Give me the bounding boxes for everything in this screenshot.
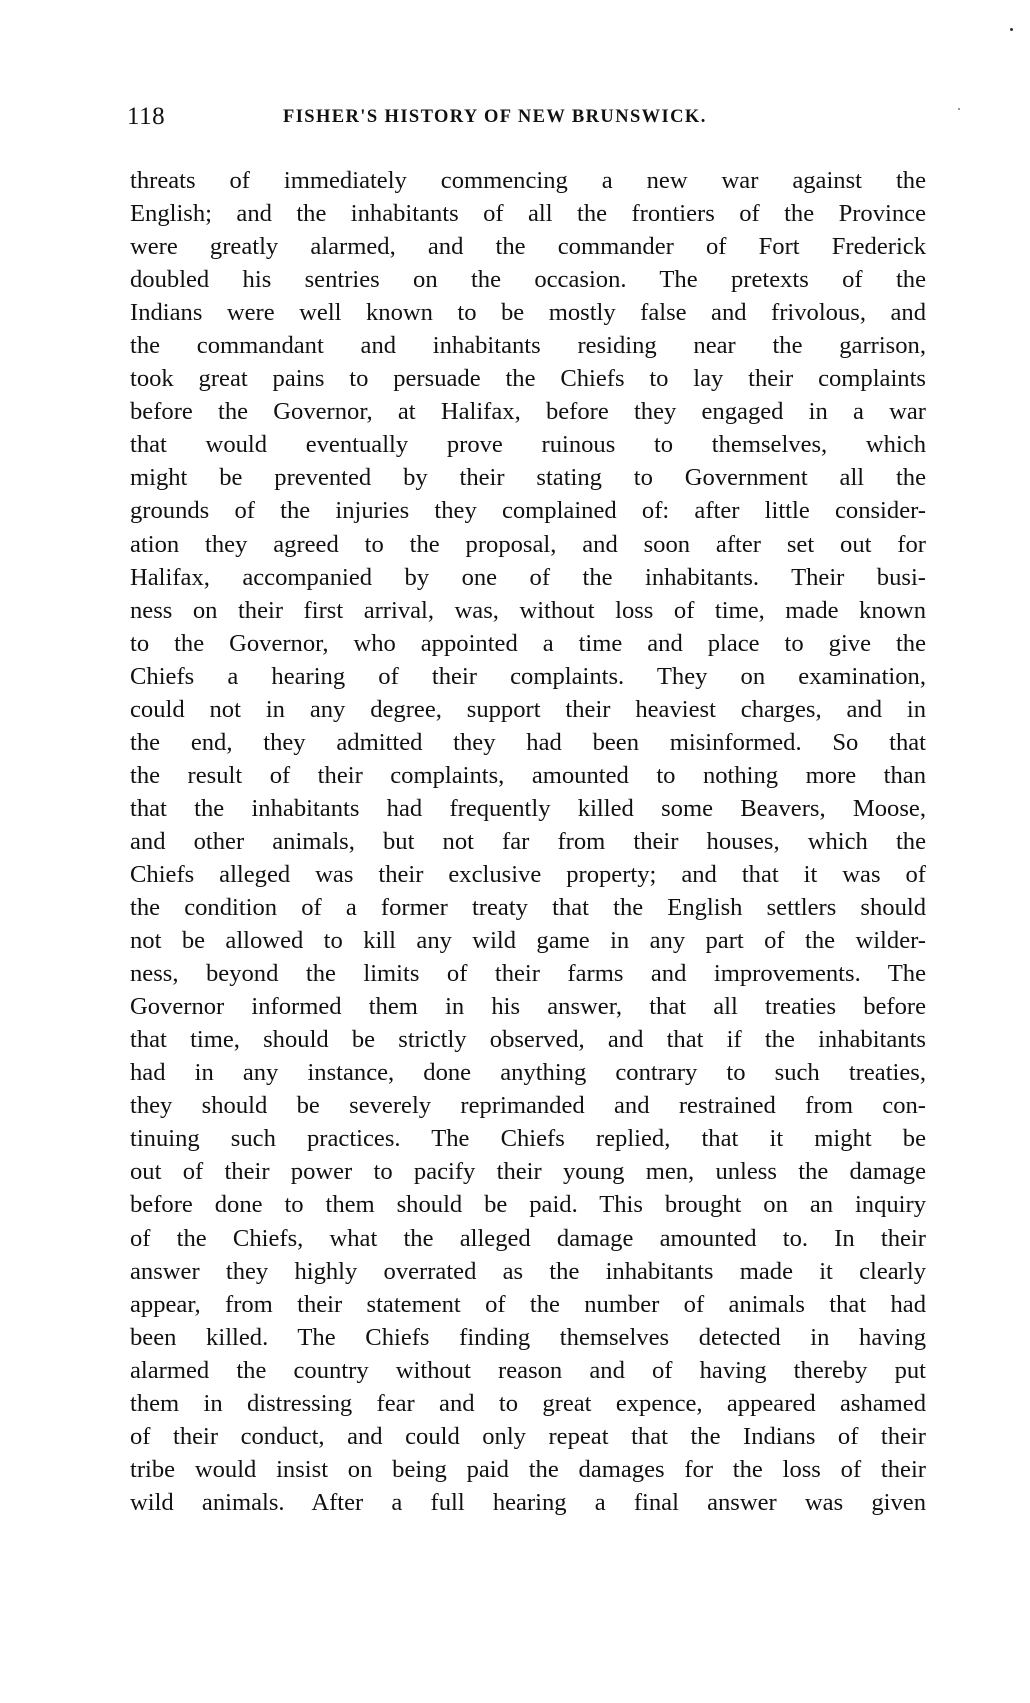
text-line: appear, from their statement of the number of animals that had	[130, 1290, 926, 1318]
text-line: of the Chiefs, what the alleged damage amounted to. In their	[130, 1224, 926, 1252]
text-line: Chiefs a hearing of their complaints. They on examination,	[130, 662, 926, 690]
text-line: the result of their complaints, amounted to nothing more than	[130, 761, 926, 789]
text-line: that time, should be strictly observed, and that if the inhabitants	[130, 1026, 926, 1054]
text-line: grounds of the injuries they complained of: after little consider-	[130, 497, 926, 525]
text-line: them in distressing fear and to great expence, appeared ashamed	[130, 1389, 926, 1417]
text-line: before done to them should be paid. This brought on an inquiry	[130, 1191, 926, 1219]
text-line: could not in any degree, support their heaviest charges, and in	[130, 695, 926, 723]
text-line: ness, beyond the limits of their farms and improvements. The	[130, 960, 926, 988]
text-line: Halifax, accompanied by one of the inhabitants. Their busi-	[130, 563, 926, 591]
page-header	[127, 103, 927, 143]
running-head: FISHER'S HISTORY OF NEW BRUNSWICK.	[283, 107, 707, 127]
text-line: to the Governor, who appointed a time and place to give the	[130, 629, 926, 657]
text-line: and other animals, but not far from their houses, which the	[130, 827, 926, 855]
text-line: out of their power to pacify their young men, unless the damage	[130, 1158, 926, 1186]
text-line: the condition of a former treaty that the English settlers should	[130, 894, 926, 922]
text-line: wild animals. After a full hearing a final answer was given	[130, 1488, 926, 1516]
text-line: the end, they admitted they had been misinformed. So that	[130, 728, 926, 756]
text-line: tinuing such practices. The Chiefs replied, that it might be	[130, 1125, 926, 1153]
text-line: ness on their first arrival, was, without loss of time, made known	[130, 596, 926, 624]
text-line: they should be severely reprimanded and restrained from con-	[130, 1092, 926, 1120]
text-line: the commandant and inhabitants residing near the garrison,	[130, 332, 926, 360]
text-line: doubled his sentries on the occasion. The pretexts of the	[130, 266, 926, 294]
text-line: that the inhabitants had frequently killed some Beavers, Moose,	[130, 794, 926, 822]
text-line: before the Governor, at Halifax, before they engaged in a war	[130, 398, 926, 426]
text-line: that would eventually prove ruinous to themselves, which	[130, 431, 926, 459]
scan-speck	[1010, 28, 1013, 31]
text-line: answer they highly overrated as the inhabitants made it clearly	[130, 1257, 926, 1285]
text-line: tribe would insist on being paid the damages for the loss of their	[130, 1455, 926, 1483]
text-line: had in any instance, done anything contrary to such treaties,	[130, 1059, 926, 1087]
text-line: Governor informed them in his answer, that all treaties before	[130, 993, 926, 1021]
text-line: ation they agreed to the proposal, and soon after set out for	[130, 530, 926, 558]
text-line: took great pains to persuade the Chiefs to lay their complaints	[130, 365, 926, 393]
text-line: were greatly alarmed, and the commander of Fort Frederick	[130, 233, 926, 261]
text-line: threats of immediately commencing a new war against the	[130, 167, 926, 194]
text-line: been killed. The Chiefs finding themselves detected in having	[130, 1323, 926, 1351]
text-line: not be allowed to kill any wild game in any part of the wilder-	[130, 927, 926, 955]
text-line: might be prevented by their stating to Government all the	[130, 464, 926, 492]
text-line: Indians were well known to be mostly false and frivolous, and	[130, 299, 926, 327]
body-text	[130, 164, 926, 1519]
text-line: of their conduct, and could only repeat that the Indians of their	[130, 1422, 926, 1450]
scan-speck	[958, 108, 960, 110]
text-line: alarmed the country without reason and of having thereby put	[130, 1356, 926, 1384]
page-number: 118	[127, 103, 166, 130]
text-line: Chiefs alleged was their exclusive property; and that it was of	[130, 860, 926, 888]
text-line: English; and the inhabitants of all the frontiers of the Province	[130, 200, 926, 228]
